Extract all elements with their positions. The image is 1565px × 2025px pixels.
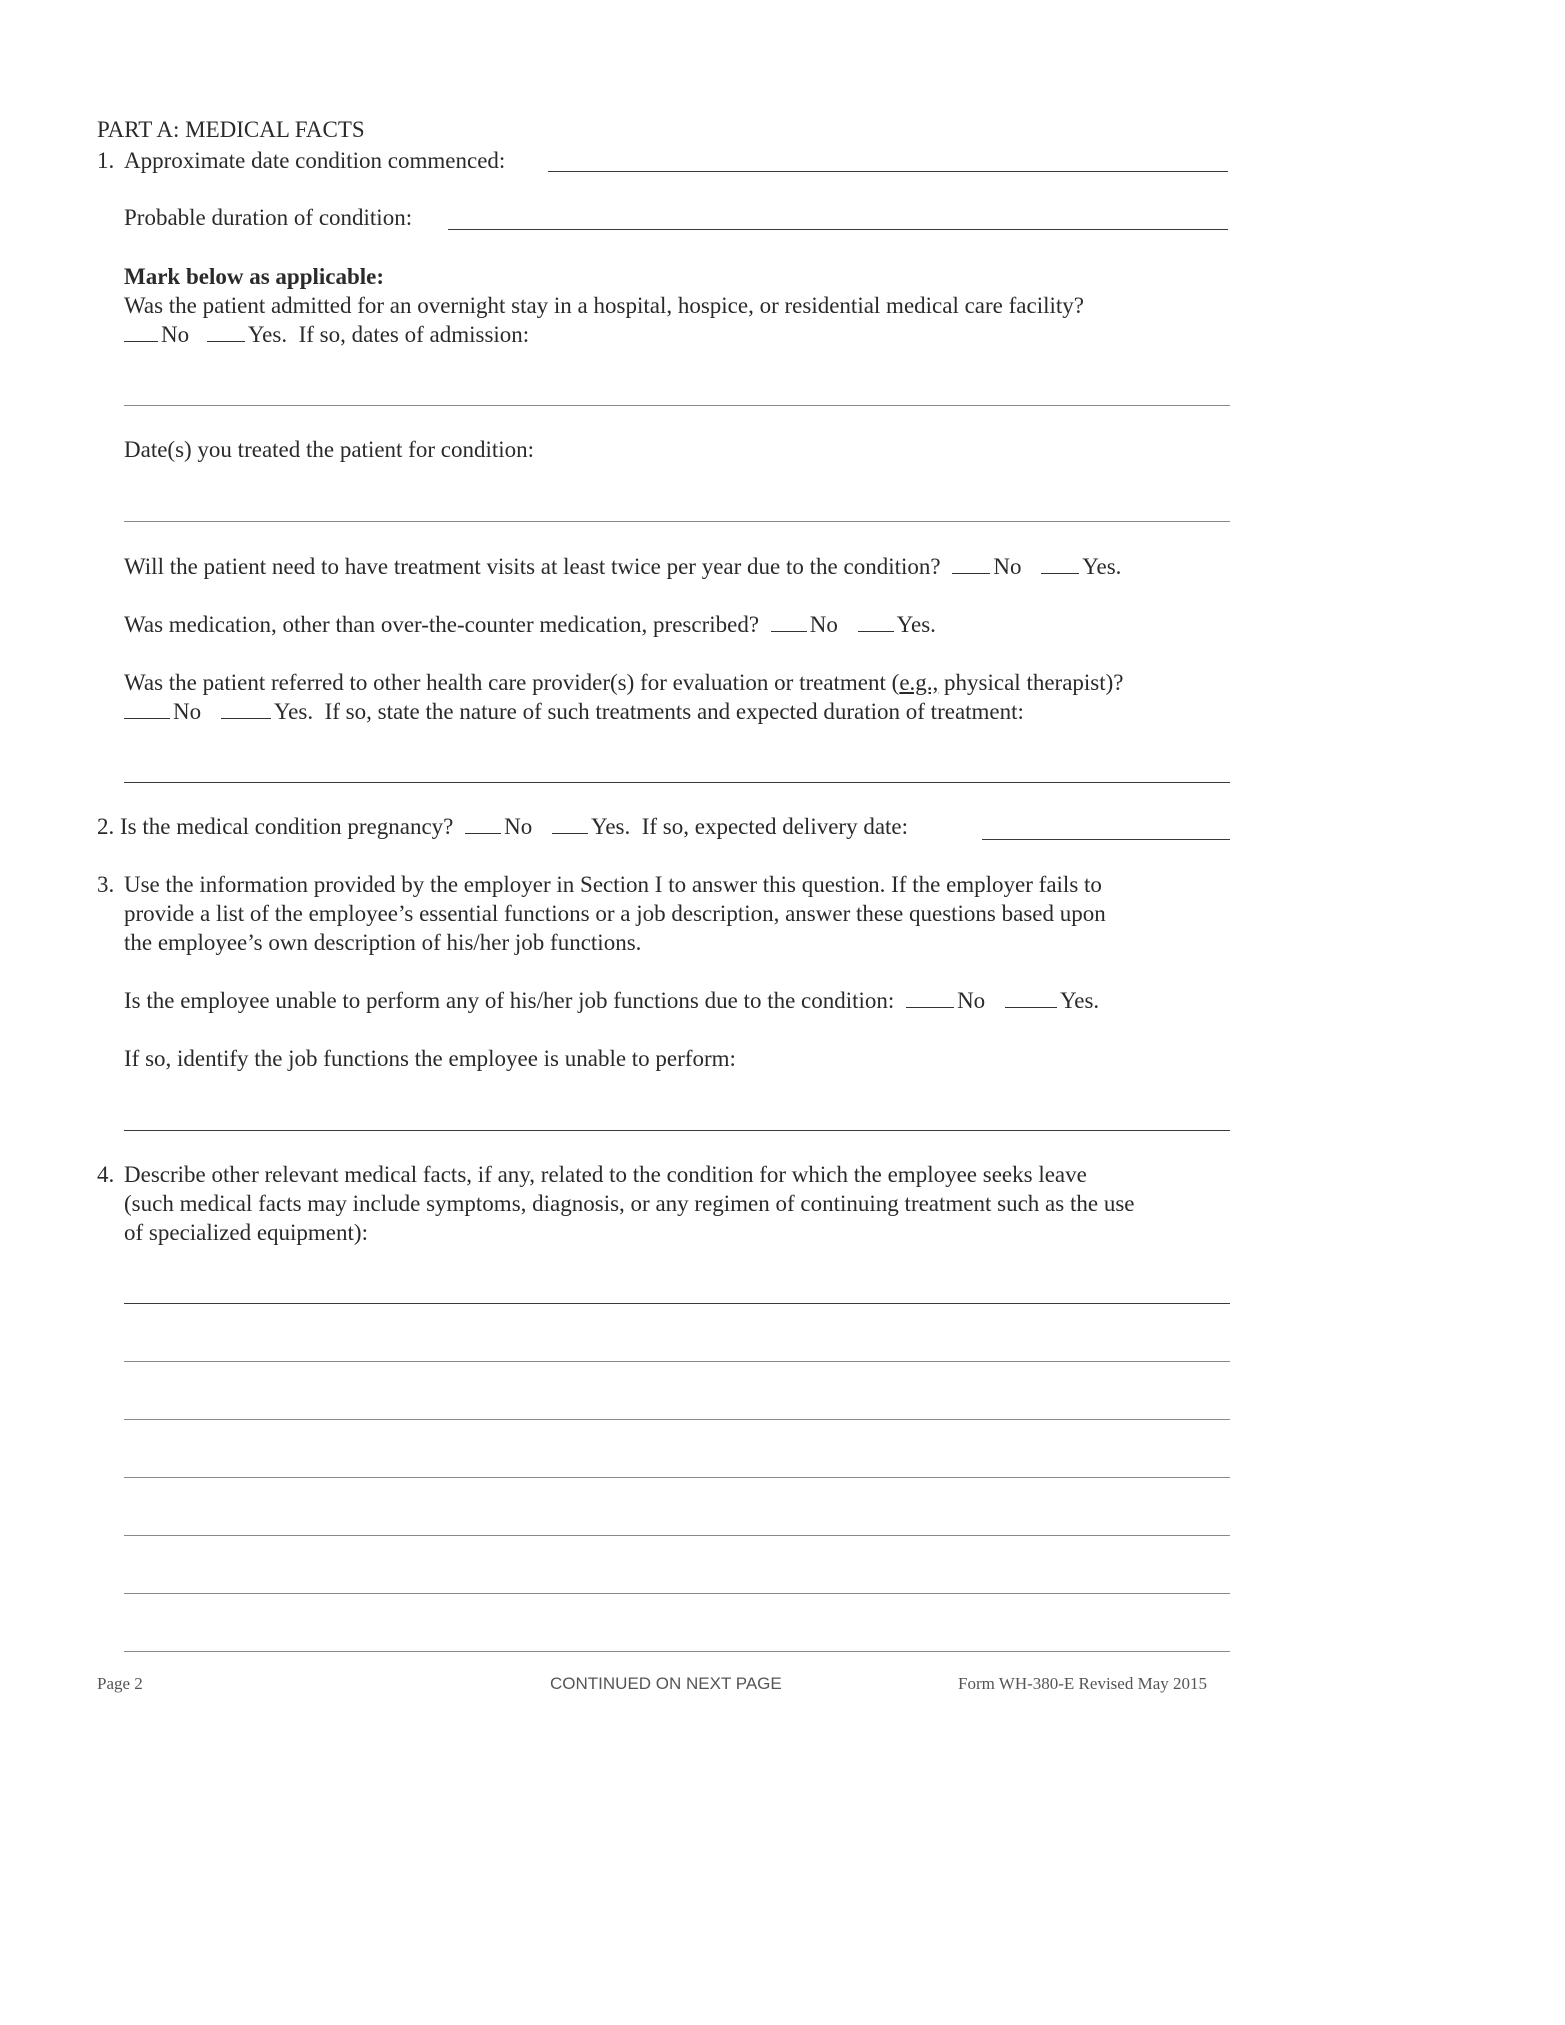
referred-yes-blank[interactable]	[221, 717, 271, 719]
medical-facts-line-4[interactable]	[124, 1477, 1230, 1478]
question-3-line-3: the employee’s own description of his/her job functions.	[124, 930, 642, 955]
duration-field[interactable]	[448, 229, 1228, 230]
question-4-line-2: (such medical facts may include symptoms, diagnosis, or any regimen of continuing treatment such as the use	[124, 1191, 1135, 1216]
treated-label: Date(s) you treated the patient for condition:	[124, 437, 535, 462]
medication-no-blank[interactable]	[771, 630, 807, 632]
visits-yes-label: Yes.	[1082, 554, 1122, 579]
footer-page-number: Page 2	[97, 1674, 143, 1693]
pregnancy-yes-blank[interactable]	[552, 832, 588, 834]
visits-question: Will the patient need to have treatment visits at least twice per year due to the condition?	[124, 554, 941, 579]
medical-facts-line-5[interactable]	[124, 1535, 1230, 1536]
unable-yes-label: Yes.	[1059, 988, 1100, 1013]
unable-question-line	[124, 989, 1099, 1012]
question-2	[97, 815, 908, 838]
medication-yes-blank[interactable]	[858, 630, 894, 632]
question-1-number: 1.	[97, 148, 115, 173]
admitted-yes-blank[interactable]	[207, 340, 245, 342]
treated-dates-field[interactable]	[124, 521, 1230, 522]
question-4-line-3: of specialized equipment):	[124, 1220, 368, 1245]
referred-options	[124, 700, 1024, 723]
visits-no-label: No	[993, 554, 1022, 579]
medical-facts-line-2[interactable]	[124, 1361, 1230, 1362]
admitted-no-label: No	[161, 322, 190, 347]
medical-facts-line-3[interactable]	[124, 1419, 1230, 1420]
referred-question	[124, 671, 1124, 694]
question-2-number: 2.	[97, 814, 115, 839]
visits-yes-blank[interactable]	[1041, 572, 1079, 574]
unable-no-label: No	[957, 988, 986, 1013]
pregnancy-yes-label: Yes.	[591, 814, 631, 839]
admitted-question: Was the patient admitted for an overnight stay in a hospital, hospice, or residential medical care facility?	[124, 293, 1084, 318]
footer-form-id: Form WH-380-E Revised May 2015	[958, 1674, 1207, 1693]
pregnancy-question: Is the medical condition pregnancy?	[120, 814, 454, 839]
question-4-line-1: Describe other relevant medical facts, if any, related to the condition for which the employee seeks leave	[124, 1162, 1087, 1187]
question-3-number: 3.	[97, 872, 115, 897]
referred-yes-label: Yes.	[273, 699, 314, 724]
referred-question-text-end: physical therapist)?	[938, 670, 1124, 695]
unable-no-blank[interactable]	[906, 1006, 954, 1008]
medication-no-label: No	[809, 612, 838, 637]
medication-question: Was medication, other than over-the-counter medication, prescribed?	[124, 612, 760, 637]
admitted-no-blank[interactable]	[124, 340, 158, 342]
visits-question-line	[124, 555, 1121, 578]
medical-facts-line-6[interactable]	[124, 1593, 1230, 1594]
medication-question-line	[124, 613, 936, 636]
admitted-yes-label: Yes.	[247, 322, 288, 347]
pregnancy-followup: If so, expected delivery date:	[641, 814, 909, 839]
question-3-line-1: Use the information provided by the employer in Section I to answer this question. If the employer fails to	[124, 872, 1102, 897]
referred-question-text: Was the patient referred to other health care provider(s) for evaluation or treatment (	[124, 670, 900, 695]
unable-yes-blank[interactable]	[1005, 1006, 1057, 1008]
part-title: PART A: MEDICAL FACTS	[97, 117, 365, 142]
identify-label: If so, identify the job functions the employee is unable to perform:	[124, 1046, 736, 1071]
question-3-line-2: provide a list of the employee’s essential functions or a job description, answer these questions based upon	[124, 901, 1106, 926]
medical-facts-line-1[interactable]	[124, 1303, 1230, 1304]
mark-heading: Mark below as applicable:	[124, 264, 385, 289]
date-commenced-field[interactable]	[548, 171, 1228, 172]
referred-eg: e.g.,	[899, 670, 939, 695]
duration-label: Probable duration of condition:	[124, 205, 413, 230]
medication-yes-label: Yes.	[896, 612, 936, 637]
referred-followup: If so, state the nature of such treatments and expected duration of treatment:	[324, 699, 1024, 724]
footer-continued: CONTINUED ON NEXT PAGE	[550, 1674, 782, 1693]
admitted-options	[124, 323, 529, 346]
date-commenced-label: Approximate date condition commenced:	[124, 148, 506, 173]
pregnancy-no-label: No	[504, 814, 533, 839]
job-functions-field[interactable]	[124, 1130, 1230, 1131]
admission-dates-field[interactable]	[124, 405, 1230, 406]
referred-no-label: No	[173, 699, 202, 724]
medical-facts-line-7[interactable]	[124, 1651, 1230, 1652]
admitted-followup: If so, dates of admission:	[298, 322, 530, 347]
unable-question: Is the employee unable to perform any of his/her job functions due to the condition:	[124, 988, 895, 1013]
delivery-date-field[interactable]	[982, 839, 1230, 840]
referred-no-blank[interactable]	[124, 717, 170, 719]
referred-details-field[interactable]	[124, 782, 1230, 783]
visits-no-blank[interactable]	[952, 572, 990, 574]
pregnancy-no-blank[interactable]	[465, 832, 501, 834]
question-4-number: 4.	[97, 1162, 115, 1187]
